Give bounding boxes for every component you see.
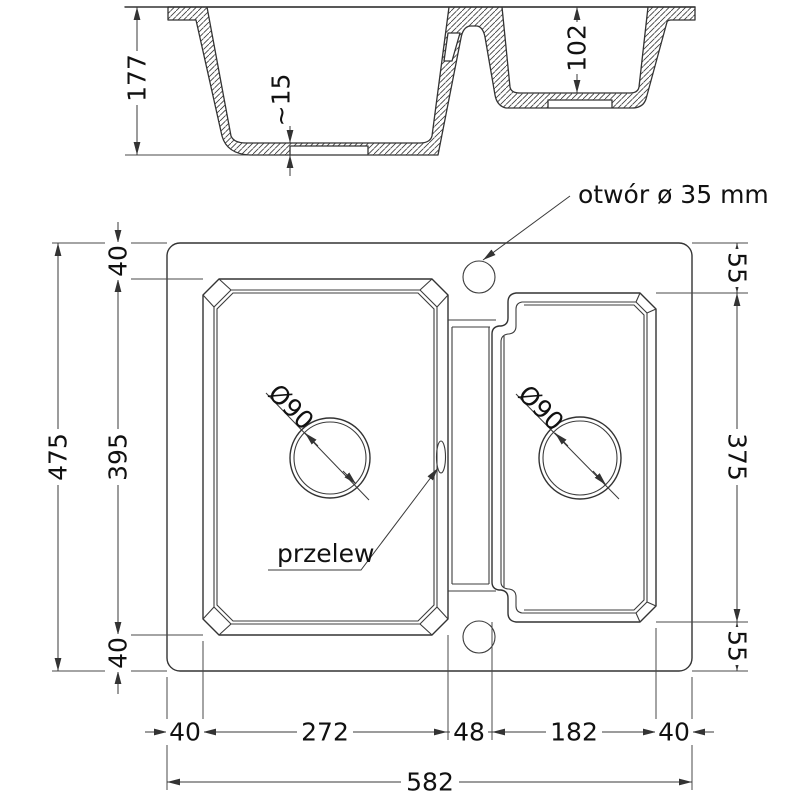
dim-rim-top: [104, 242, 133, 280]
dim-bowl2-depth: [563, 7, 592, 93]
dim-rim-bottom: [104, 634, 133, 672]
right-bowl: [492, 293, 656, 622]
dim-depth-main: [123, 7, 152, 155]
dim-width-bowl-right: [546, 718, 602, 747]
plan-view: [44, 180, 769, 797]
divider-ledge: [448, 320, 496, 591]
dim-width-rim-right: [655, 718, 693, 747]
dim-width-bowl-left: [297, 718, 353, 747]
right-drain-inner: [543, 421, 617, 495]
dim-right-bottom: [723, 627, 752, 665]
dim-bottom-chain: [145, 718, 714, 747]
bottom-extension-lines: [167, 622, 692, 790]
dim-width-rim-left-label: 40: [169, 717, 201, 747]
dim-left-chain: [104, 222, 133, 694]
section-profile: [168, 7, 695, 155]
dim-width-bowl-right-label: 182: [550, 717, 598, 747]
dim-rim-top-label: 40: [103, 245, 133, 277]
dim-height-total-label: 475: [43, 433, 73, 481]
dim-right-chain: [723, 243, 752, 671]
faucet-leader-line: [483, 196, 570, 260]
dim-width-bowl-left-label: 272: [301, 717, 349, 747]
left-drain-label: Ø90: [262, 378, 320, 436]
dim-base-thickness-label: ~15: [266, 73, 296, 127]
right-bowl-chamfer-lines: [636, 293, 656, 622]
dim-height-total: [44, 243, 73, 671]
dim-width-rim-right-label: 40: [658, 717, 690, 747]
sink-outline: [167, 243, 692, 671]
dim-width-total: [167, 768, 692, 797]
dim-right-bowl-height: [723, 429, 752, 485]
dim-width-rim-left: [166, 718, 204, 747]
dim-base-thickness: [267, 74, 296, 176]
dim-width-divider-label: 48: [453, 717, 485, 747]
dim-bowl2-depth-label: 102: [562, 24, 592, 72]
faucet-hole-callout: [483, 180, 769, 260]
dim-bowl-height-label: 395: [103, 433, 133, 481]
left-bowl: [203, 279, 448, 635]
overflow-label: przelew: [277, 539, 375, 568]
dim-bowl-height: [104, 429, 133, 485]
right-drain-label: Ø90: [512, 379, 570, 437]
dim-width-divider: [450, 718, 488, 747]
dim-right-top-label: 55: [722, 252, 752, 284]
dim-depth-main-label: 177: [122, 54, 152, 102]
dim-right-top: [723, 249, 752, 287]
faucet-hole-label: otwór ø 35 mm: [578, 180, 769, 209]
faucet-hole: [463, 261, 495, 293]
dim-right-bottom-label: 55: [722, 630, 752, 662]
dim-rim-bottom-label: 40: [103, 637, 133, 669]
section-view: [123, 7, 696, 176]
dim-width-total-label: 582: [406, 767, 454, 797]
left-bowl-chamfer-lines: [203, 279, 448, 635]
bottom-hole: [463, 621, 495, 653]
dim-right-bowl-height-label: 375: [722, 433, 752, 481]
